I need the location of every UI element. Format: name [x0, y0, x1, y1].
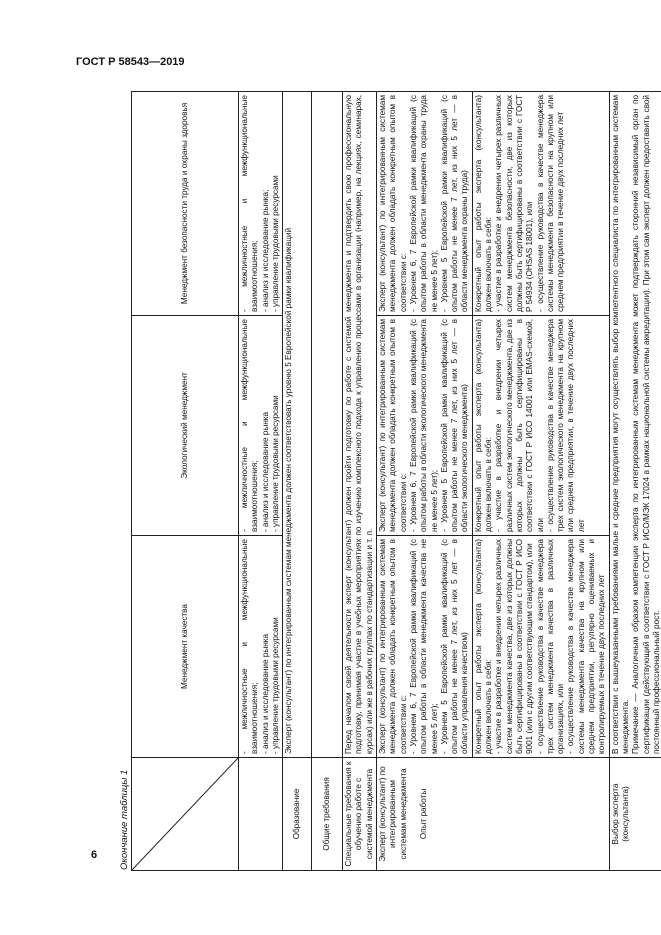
cell-concrete-safety: Конкретный опыт работы эксперта (консультанта) должен включать в себя: - участие в разработке и внедрении четырех различных систем менеджмента безопасности, две из которых должны быть сертифицированы в соответствии с ГОСТ Р 54934 (OHSAS 18001), или - осуществление руководства в качестве менеджера системы менеджмента безопасности на крупном или среднем предприятии в течение двух последних лет [472, 92, 609, 316]
row-label-education: Образование [283, 758, 312, 871]
table-row-selection [609, 92, 661, 871]
table-row-concrete [472, 92, 609, 871]
diagonal-line [132, 758, 238, 870]
rotated-table-page [115, 92, 661, 902]
table-row-continuation [239, 92, 283, 871]
cell-general-empty [312, 92, 343, 758]
row-label-experience [377, 758, 610, 871]
header-diagonal-cell [132, 758, 239, 871]
column-header-quality: Менеджмент качества [132, 536, 239, 758]
cell-r1-safety: - межличностные и межфункциональные взаимоотношения; - анализ и исследование рынка; - управление трудовыми ресурсами [239, 92, 283, 316]
row-label-empty [239, 758, 283, 871]
page-number: 6 [91, 849, 98, 861]
cell-special-text: Перед началом своей деятельности эксперт (консультант) должен пройти подготовку по работе с системой менеджмента и подтвердить свою профессиональную подготовку, принимая участие в учебных мероприятиях по изучению комплексного подхода к управлению процессами в организации (например, на лекциях, семинарах, курсах) или же в рабочих группах по стандартизации и т. п. [343, 92, 377, 758]
cell-concrete-ecology: Конкретный опыт работы эксперта (консультанта) должен включать в себя: - участие в разработке и внедрении четырех различных систем экологического менеджмента, две из которых должны быть сертифицированы в соответствии с ГОСТ Р ИСО 14001 или EMAS-схемой, или - осуществление руководства в качестве менеджера трех систем экологического менеджмента на крупном или среднем предприятии, в течение двух последних лет [472, 316, 609, 536]
selection-note: Примечание — Аналогичным образом компетенции эксперта по интегрированным системам менеджмента может подтверждать сторонний независимый орган по сертификации (действующий в соответствии с ГОСТ Р ИСО/МЭК 17024 в рамках национальной системы аккредитации). При этом сам эксперт должен предоставить свой постоянный профессиональный рост. [631, 95, 661, 754]
table-row-special [343, 92, 377, 871]
cell-experience-safety: Эксперт (консультант) по интегрированным системам менеджмента должен обладать конкретным опытом в соответствии с: - Уровнем 6, 7 Европейской рамки квалификаций (с опытом работы в области менеджмента охраны труда не менее 5 лет); - Уровнем 5 Европейской рамки квалификаций (с опытом работы не менее 7 лет, из них 5 лет — в области менеджмента охраны труда) [377, 92, 473, 316]
selection-text: В соответствии с вышеуказанными требованиями малые и средние предприятия могут осуществлять выбор компетентного специалиста по интегрированным системам менеджмента. [610, 95, 630, 754]
column-header-safety: Менеджмент безопасности труда и охраны здоровья [132, 92, 239, 316]
column-header-ecology: Экологический менеджмент [132, 316, 239, 536]
cell-r1-quality: - межличностные и межфункциональные взаимоотношения; - анализ и исследование рынка - управление трудовыми ресурсами [239, 536, 283, 758]
cell-selection [609, 92, 661, 758]
competence-table [131, 91, 661, 871]
row-label-selection: Выбор эксперта (консультанта) [609, 758, 661, 871]
cell-education-text: Эксперт (консультант) по интегрированным системам менеджмента должен соответствовать уровню 5 Европейской рамки квалификаций [283, 92, 312, 758]
document-header: ГОСТ Р 58543—2019 [76, 56, 185, 68]
cell-concrete-quality: Конкретный опыт работы эксперта (консультанта) должен включать в себя: - участие в разработке и внедрении четырех различных систем менеджмента качества, две из которых должны быть сертифицированы в соответствии с ГОСТ Р ИСО 9001 (или с другим соответствующим стандартом), или - осуществление руководства в качестве менеджера трех систем менеджмента качества в различных организациях, или - осуществление руководства в качестве менеджера системы менеджмента качества на крупном или среднем предприятии, регулярно оцениваемых и контролируемых в течение двух последних лет [472, 536, 609, 758]
cell-r1-ecology: - межличностные и межфункциональные взаимоотношения; - анализ и исследование рынка - управление трудовыми ресурсами [239, 316, 283, 536]
cell-experience-ecology: Эксперт (консультант) по интегрированным системам менеджмента должен обладать конкретным опытом в соответствии с: - Уровнем 6, 7 Европейской рамки квалификаций (с опытом работы в области экологического менеджмента не менее 5 лет); - Уровнем 5 Европейской рамки квалификаций (с опытом работы не менее 7 лет, из них 5 лет — в области экологического менеджмента) [377, 316, 473, 536]
table-row-education [283, 92, 312, 871]
table-caption: Окончание таблицы 1 [119, 769, 130, 870]
cell-experience-quality: Эксперт (консультант) по интегрированным системам менеджмента должен обладать конкретным опытом в соответствии с: - Уровнем 6, 7 Европейской рамки квалификаций (с опытом работы в области менеджмента качества не менее 5 лет); - Уровнем 5 Европейской рамки квалификаций (с опытом работы не менее 7 лет, из них 5 лет — в области управления качеством) [377, 536, 473, 758]
row-label-general: Общие требования [312, 758, 343, 871]
row-label-special: Специальные требования к обучению работе с системой менеджмента [343, 758, 377, 871]
table-row-general [312, 92, 343, 871]
row-label-experience-main: Эксперт (консультант) по интегрированным системам менеджмента [378, 766, 408, 862]
table-header-row [132, 92, 239, 871]
table-row-experience [377, 92, 473, 871]
row-label-experience-sub: Опыт работы [418, 788, 428, 840]
